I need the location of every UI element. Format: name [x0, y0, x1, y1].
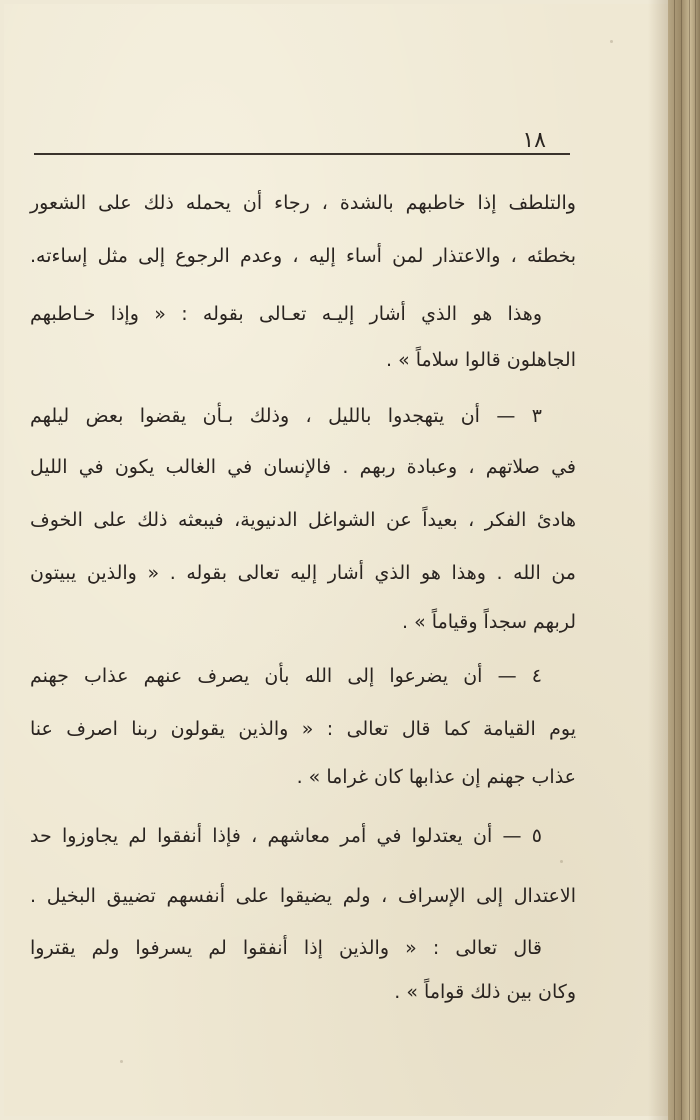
text-line-6: في صلاتهم ، وعبادة ربهم . فالإنسان في الغالب يكون في الليل — [30, 456, 576, 478]
paper-speck — [560, 860, 563, 863]
text-line-12: عذاب جهنم إن عذابها كان غراما » . — [296, 766, 576, 788]
text-line-11: يوم القيامة كما قال تعالى : « والذين يقولون ربنا اصرف عنا — [30, 718, 576, 740]
text-line-15: قال تعالى : « والذين إذا أنفقوا لم يسرفوا ولم يقتروا — [30, 937, 542, 959]
paper-speck — [120, 1060, 123, 1063]
page-number: ١٨ — [522, 128, 546, 153]
text-line-7: هادئ الفكر ، بعيداً عن الشواغل الدنيوية، فيبعثه ذلك على الخوف — [30, 509, 576, 531]
paper-speck — [610, 40, 613, 43]
gutter-page-edge — [674, 0, 675, 1120]
header-rule — [34, 153, 570, 155]
text-line-5: ٣ — أن يتهجدوا بالليل ، وذلك بـأن يقضوا بعض ليلهم — [30, 405, 542, 427]
text-line-10: ٤ — أن يضرعوا إلى الله بأن يصرف عنهم عذاب جهنم — [30, 665, 542, 687]
text-line-1: والتلطف إذا خاطبهم بالشدة ، رجاء أن يحمله ذلك على الشعور — [30, 192, 576, 214]
gutter-page-edge — [689, 0, 690, 1120]
text-line-13: ٥ — أن يعتدلوا في أمر معاشهم ، فإذا أنفقوا لم يجاوزوا حد — [30, 825, 542, 847]
text-line-16: وكان بين ذلك قواماً » . — [394, 981, 576, 1003]
text-line-14: الاعتدال إلى الإسراف ، ولم يضيقوا على أنفسهم تضييق البخيل . — [30, 885, 576, 907]
text-line-9: لربهم سجداً وقياماً » . — [402, 611, 576, 633]
text-line-8: من الله . وهذا هو الذي أشار إليه تعالى بقوله . « والذين يبيتون — [30, 562, 576, 584]
gutter-page-edge — [695, 0, 696, 1120]
gutter-page-edge — [681, 0, 682, 1120]
text-line-4: الجاهلون قالوا سلاماً » . — [386, 349, 576, 371]
book-gutter — [668, 0, 700, 1120]
text-line-3: وهذا هو الذي أشار إليـه تعـالى بقوله : « وإذا خـاطبهم — [30, 303, 542, 325]
text-line-2: بخطئه ، والاعتذار لمن أساء إليه ، وعدم الرجوع إلى مثل إساءته. — [30, 245, 576, 267]
